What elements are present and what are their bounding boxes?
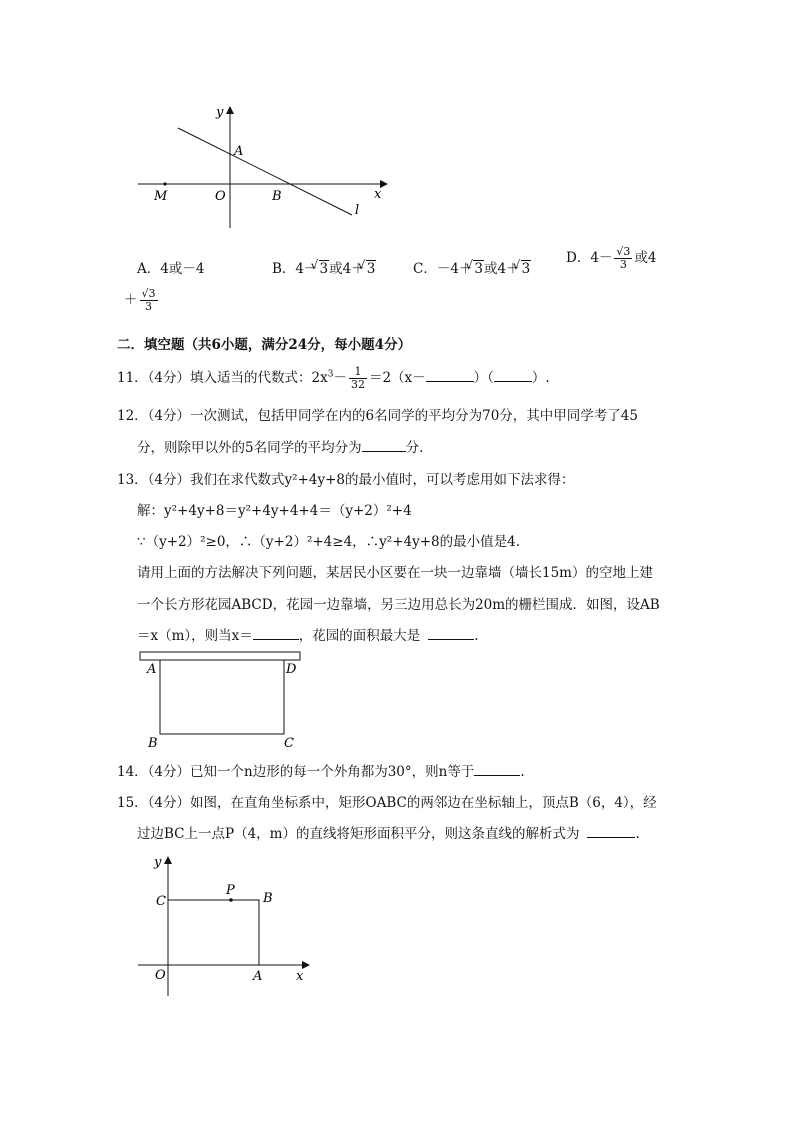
blank-12[interactable]: [362, 441, 406, 452]
label-D: D: [286, 662, 297, 677]
figure-garden: [138, 648, 308, 753]
blank-13-b[interactable]: [428, 629, 474, 640]
question-15-line2: 过边BC上一点P（4，m）的直线将矩形面积平分，则这条直线的解析式为 .: [137, 826, 640, 842]
blank-11-a[interactable]: [426, 371, 474, 382]
q10-option-d: D．4－ $\frac{√3}{3}$ 或4: [566, 245, 657, 271]
blank-11-b[interactable]: [494, 371, 532, 382]
blank-15[interactable]: [587, 827, 635, 838]
label-x: x: [374, 187, 382, 202]
label-B: B: [148, 736, 158, 751]
question-13-line4: 请用上面的方法解决下列问题，某居民小区要在一块一边靠墙（墙长15m）的空地上建: [137, 565, 653, 581]
figure-line-coordinate: [130, 100, 400, 235]
question-13-solution: 解：y²+4y+8＝y²+4y+4+4＝（y+2）²+4: [137, 503, 412, 519]
label-B: B: [272, 189, 282, 204]
figure-rectangle-oabc: [130, 850, 320, 1000]
label-A: A: [147, 662, 157, 677]
question-11: 11．（4分）填入适当的代数式：$2x^3-$ $\frac{1}{32}$ ＝2（x－ ）（ ）.: [117, 365, 550, 391]
question-12-line2: 分，则除甲以外的5名同学的平均分为 分.: [137, 440, 424, 456]
label-x: x: [296, 969, 304, 984]
label-B: B: [263, 891, 273, 906]
label-y: y: [216, 105, 224, 120]
question-15-line1: 15．（4分）如图，在直角坐标系中，矩形OABC的两邻边在坐标轴上，顶点B（6，4），经: [117, 795, 657, 811]
label-A: A: [253, 969, 263, 984]
blank-13-a[interactable]: [253, 629, 299, 640]
label-l: l: [355, 203, 360, 218]
label-y: y: [154, 855, 162, 870]
label-M: M: [154, 189, 168, 204]
question-12-line1: 12．（4分）一次测试，包括甲同学在内的6名同学的平均分为70分，其中甲同学考了45: [117, 408, 638, 424]
label-C: C: [284, 736, 294, 751]
section-2-heading: 二．填空题（共6小题，满分24分，每小题4分）: [117, 337, 412, 353]
label-C: C: [156, 894, 166, 909]
q10-option-a: A．4或－4: [137, 261, 205, 277]
label-O: O: [155, 968, 166, 983]
label-A: A: [234, 144, 244, 159]
label-P: P: [226, 883, 235, 898]
q10-option-c: C．－4＋√ 3或4＋√ 3: [413, 257, 531, 277]
blank-14[interactable]: [474, 765, 520, 776]
question-13-line6: ＝x（m），则当x＝ ，花园的面积最大是 .: [137, 628, 479, 644]
q10-option-b: B．4－√ 3或4＋√ 3: [272, 257, 376, 277]
q10-option-d-continued: ＋ $\frac{√3}{3}$: [124, 287, 156, 313]
question-14: 14．（4分）已知一个n边形的每一个外角都为30°，则n等于 .: [117, 764, 525, 780]
label-O: O: [215, 189, 226, 204]
question-13-line5: 一个长方形花园ABCD，花园一边靠墙，另三边用总长为20m的栅栏围成．如图，设AB: [137, 597, 660, 613]
question-13-reasoning: ∵（y+2）²≥0，∴（y+2）²+4≥4，∴y²+4y+8的最小值是4.: [137, 534, 521, 550]
question-13-line1: 13．（4分）我们在求代数式y²+4y+8的最小值时，可以考虑用如下法求得：: [117, 472, 575, 488]
